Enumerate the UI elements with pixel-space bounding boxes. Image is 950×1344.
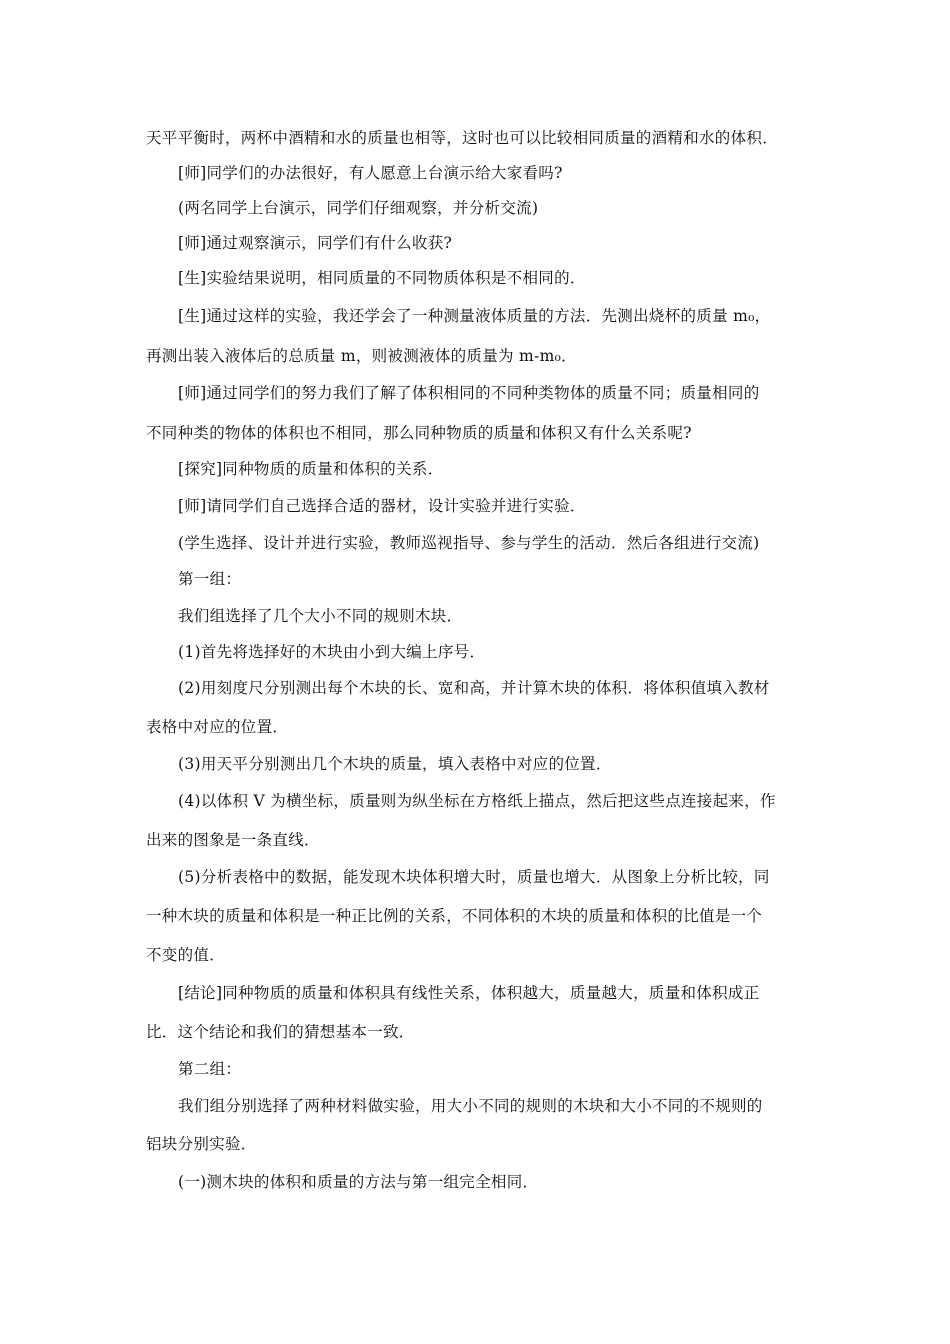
paragraph-line: [师]通过同学们的努力我们了解了体积相同的不同种类物体的质量不同；质量相同的 bbox=[178, 384, 760, 402]
paragraph-line: 我们组选择了几个大小不同的规则木块． bbox=[178, 607, 463, 625]
paragraph-line: 再测出装入液体后的总质量 m，则被测液体的质量为 m-m₀． bbox=[146, 347, 577, 365]
paragraph-line: 表格中对应的位置． bbox=[146, 718, 289, 736]
paragraph-line: [师]通过观察演示，同学们有什么收获? bbox=[178, 234, 453, 252]
section-heading: 第一组： bbox=[178, 570, 242, 588]
paragraph-line: 一种木块的质量和体积是一种正比例的关系，不同体积的木块的质量和体积的比值是一个 bbox=[146, 907, 763, 925]
paragraph-line: (两名同学上台演示，同学们仔细观察，并分析交流) bbox=[178, 199, 539, 217]
section-heading: 第二组： bbox=[178, 1060, 242, 1078]
paragraph-line: 天平平衡时，两杯中酒精和水的质量也相等，这时也可以比较相同质量的酒精和水的体积． bbox=[146, 129, 779, 147]
paragraph-line: [师]请同学们自己选择合适的器材，设计实验并进行实验． bbox=[178, 497, 586, 515]
paragraph-line: 不变的值． bbox=[146, 946, 226, 964]
paragraph-line: [师]同学们的办法很好，有人愿意上台演示给大家看吗? bbox=[178, 164, 563, 182]
paragraph-line: (2)用刻度尺分别测出每个木块的长、宽和高，并计算木块的体积．将体积值填入教材 bbox=[178, 679, 770, 697]
paragraph-line: 比．这个结论和我们的猜想基本一致． bbox=[146, 1023, 415, 1041]
paragraph-line: (5)分析表格中的数据，能发现木块体积增大时，质量也增大．从图象上分析比较，同 bbox=[178, 868, 770, 886]
paragraph-line: 不同种类的物体的体积也不相同，那么同种物质的质量和体积又有什么关系呢? bbox=[146, 424, 692, 442]
paragraph-line: 我们组分别选择了两种材料做实验，用大小不同的规则的木块和大小不同的不规则的 bbox=[178, 1097, 763, 1115]
paragraph-line: 铝块分别实验． bbox=[146, 1135, 257, 1153]
paragraph-line: [生]实验结果说明，相同质量的不同物质体积是不相同的． bbox=[178, 269, 586, 287]
paragraph-line: [生]通过这样的实验，我还学会了一种测量液体质量的方法．先测出烧杯的质量 m₀， bbox=[178, 307, 771, 325]
paragraph-line: [结论]同种物质的质量和体积具有线性关系，体积越大，质量越大，质量和体积成正 bbox=[178, 984, 760, 1002]
paragraph-line: (一)测木块的体积和质量的方法与第一组完全相同． bbox=[178, 1173, 539, 1191]
paragraph-line: (4)以体积 V 为横坐标，质量则为纵坐标在方格纸上描点，然后把这些点连接起来，作 bbox=[178, 792, 776, 810]
paragraph-line: (1)首先将选择好的木块由小到大编上序号． bbox=[178, 643, 486, 661]
paragraph-line: 出来的图象是一条直线． bbox=[146, 831, 320, 849]
paragraph-line: (3)用天平分别测出几个木块的质量，填入表格中对应的位置． bbox=[178, 755, 612, 773]
paragraph-line: (学生选择、设计并进行实验，教师巡视指导、参与学生的活动．然后各组进行交流) bbox=[178, 534, 760, 552]
paragraph-line: [探究]同种物质的质量和体积的关系． bbox=[178, 460, 444, 478]
